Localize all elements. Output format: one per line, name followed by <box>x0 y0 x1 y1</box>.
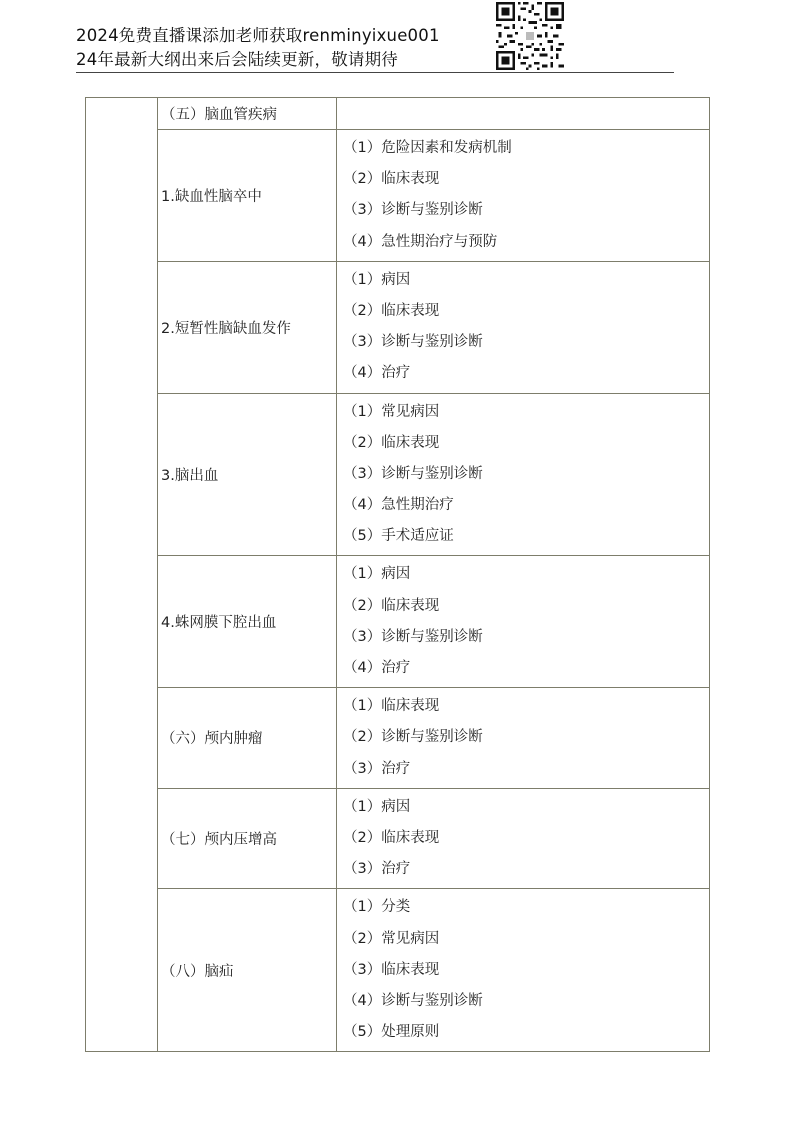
list-item: （1）病因 <box>343 798 411 815</box>
table-row <box>86 130 710 262</box>
list-item: （1）病因 <box>343 566 411 583</box>
category-cell <box>86 98 158 1052</box>
list-item: （4）诊断与鉴别诊断 <box>343 992 483 1009</box>
header-divider <box>76 72 674 73</box>
table-row <box>86 788 710 889</box>
page-header <box>76 2 674 74</box>
list-item: （2）临床表现 <box>343 302 440 319</box>
table-row <box>86 556 710 688</box>
list-item: （3）诊断与鉴别诊断 <box>343 334 483 351</box>
detail-cell <box>337 688 710 789</box>
list-item: （4）急性期治疗 <box>343 497 454 514</box>
list-item: （2）临床表现 <box>343 434 440 451</box>
topic-cell: （七）颅内压增高 <box>158 788 337 889</box>
list-item: （3）治疗 <box>343 861 411 878</box>
list-item: （1）临床表现 <box>343 698 440 715</box>
list-item: （1）病因 <box>343 271 411 288</box>
table-row <box>86 261 710 393</box>
detail-cell <box>337 393 710 556</box>
table-row <box>86 889 710 1052</box>
section-title: （五）脑血管疾病 <box>158 98 337 130</box>
topic-cell: （八）脑疝 <box>158 889 337 1052</box>
topic-cell: 4.蛛网膜下腔出血 <box>158 556 337 688</box>
header-text <box>76 24 440 72</box>
topic-cell: （六）颅内肿瘤 <box>158 688 337 789</box>
list-item: （3）治疗 <box>343 760 411 777</box>
qr-code-icon <box>496 2 564 70</box>
list-item: （4）急性期治疗与预防 <box>343 233 498 250</box>
table-row <box>86 688 710 789</box>
table-row <box>86 393 710 556</box>
list-item: （2）临床表现 <box>343 829 440 846</box>
detail-cell <box>337 261 710 393</box>
list-item: （3）诊断与鉴别诊断 <box>343 202 483 219</box>
list-item: （2）临床表现 <box>343 171 440 188</box>
detail-cell <box>337 788 710 889</box>
table-row-section <box>86 98 710 130</box>
list-item: （3）诊断与鉴别诊断 <box>343 465 483 482</box>
header-update-line: 24年最新大纲出来后会陆续更新，敬请期待 <box>76 50 398 69</box>
detail-cell <box>337 556 710 688</box>
list-item: （1）分类 <box>343 899 411 916</box>
list-item: （5）手术适应证 <box>343 528 454 545</box>
list-item: （1）常见病因 <box>343 403 440 420</box>
topic-cell: 2.短暂性脑缺血发作 <box>158 261 337 393</box>
detail-cell <box>337 889 710 1052</box>
list-item: （3）临床表现 <box>343 961 440 978</box>
list-item: （2）临床表现 <box>343 597 440 614</box>
list-item: （4）治疗 <box>343 660 411 676</box>
header-promo-line: 2024免费直播课添加老师获取renminyixue001 <box>76 26 440 45</box>
detail-cell <box>337 130 710 262</box>
list-item: （1）危险因素和发病机制 <box>343 140 512 156</box>
list-item: （4）治疗 <box>343 365 411 382</box>
topic-cell: 1.缺血性脑卒中 <box>158 130 337 262</box>
list-item: （5）处理原则 <box>343 1024 440 1041</box>
syllabus-table <box>85 97 710 1052</box>
list-item: （2）诊断与鉴别诊断 <box>343 729 483 746</box>
list-item: （3）诊断与鉴别诊断 <box>343 628 483 645</box>
topic-cell: 3.脑出血 <box>158 393 337 556</box>
empty-detail-cell <box>337 98 710 130</box>
list-item: （2）常见病因 <box>343 930 440 947</box>
